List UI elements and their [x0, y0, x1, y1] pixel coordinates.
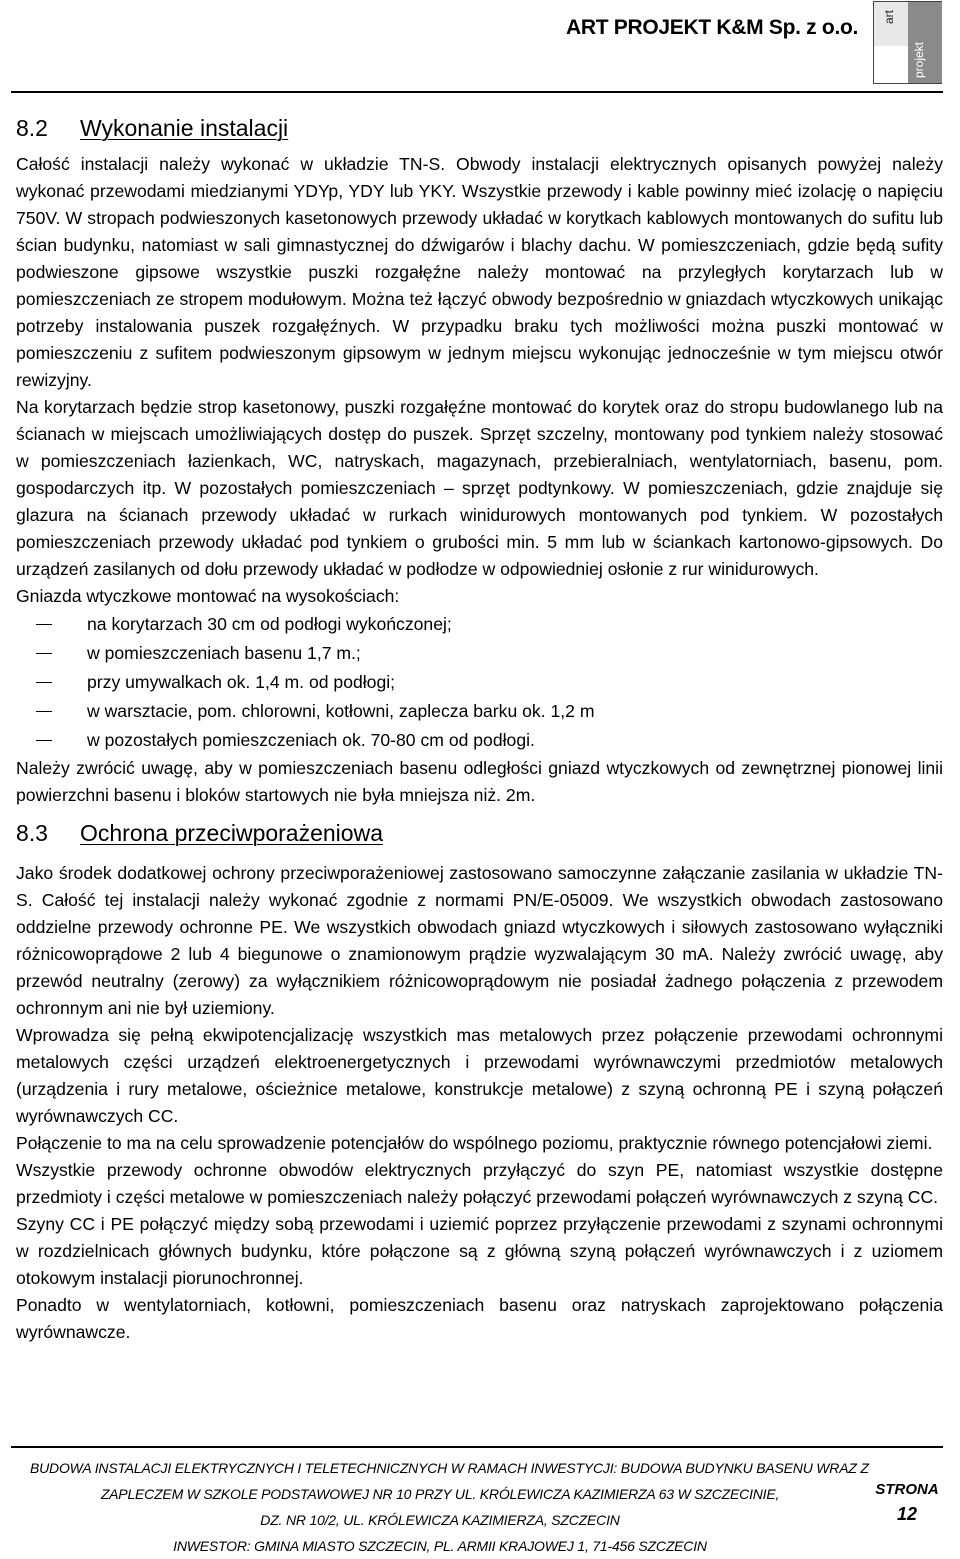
section-title: Wykonanie instalacji	[80, 115, 289, 141]
footer-project-info	[30, 1455, 869, 1559]
paragraph: Ponadto w wentylatorniach, kotłowni, pomieszczeniach basenu oraz natryskach zaprojektowano połączenia wyrównawcze.	[16, 1295, 943, 1342]
list-item: w pozostałych pomieszczeniach ok. 70-80 cm od podłogi.	[16, 726, 943, 755]
footer-line: BUDOWA INSTALACJI ELEKTRYCZNYCH I TELETECHNICZNYCH W RAMACH INWESTYCJI: BUDOWA BUDYNKU BASENU WRAZ Z	[30, 1460, 869, 1476]
paragraph: Szyny CC i PE połączyć między sobą przewodami i uziemić poprzez przyłączenie przewodami z szynami ochronnymi w rozdzielnicach głównych budynku, które połączone są z główną szyną połączeń wyrównawczych i z uziomem otokowym instalacji piorunochronnej.	[16, 1214, 943, 1288]
page-body	[16, 111, 943, 1346]
paragraph: Wszystkie przewody ochronne obwodów elektrycznych przyłączyć do szyn PE, natomiast wszystkie dostępne przedmioty i części metalowe w pomieszczeniach należy połączyć przewodami połączeń wyrównawczych z szyną CC.	[16, 1160, 943, 1207]
list-item: przy umywalkach ok. 1,4 m. od podłogi;	[16, 668, 943, 697]
socket-height-list	[16, 610, 943, 755]
paragraph: Całość instalacji należy wykonać w układzie TN-S. Obwody instalacji elektrycznych opisanych powyżej należy wykonać przewodami miedzianymi YDYp, YDY lub YKY. Wszystkie przewody i kable powinny mieć izolację o napięciu 750V. W stropach podwieszonych kasetonowych przewody układać w korytkach kablowych montowanych do sufitu lub ścian budynku, natomiast w sali gimnastycznej do dźwigarów i blachy dachu. W pomieszczeniach, gdzie będą sufity podwieszone gipsowe wszystkie puszki rozgałęźne należy montować na przyległych korytarzach lub w pomieszczeniach ze stropem modułowym. Można też łączyć obwody bezpośrednio w gniazdach wtyczkowych unikając potrzeby instalowania puszek rozgałęźnych. W przypadku braku tych możliwości można puszki montować w pomieszczeniu z sufitem podwieszonym gipsowym w jednym miejscu wykonując jednocześnie w tym miejscu otwór rewizyjny.	[16, 154, 943, 390]
paragraph: Jako środek dodatkowej ochrony przeciwporażeniowej zastosowano samoczynne załączanie zasilania w układzie TN-S. Całość tej instalacji należy wykonać zgodnie z normami PN/E-05009. We wszystkich obwodach zastosowano oddzielne przewody ochronne PE. We wszystkich obwodach gniazd wtyczkowych i siłowych zastosowano wyłączniki różnicowoprądowe 2 lub 4 biegunowe o znamionowym prądzie wyzwalającym 30 mA. Należy zwrócić uwagę, aby przewód neutralny (zerowy) za wyłącznikiem różnicowoprądowym nie posiadał żadnego połączenia z przewodem ochronnym ani nie był uziemiony.	[16, 863, 943, 1018]
paragraph: Na korytarzach będzie strop kasetonowy, puszki rozgałęźne montować do korytek oraz do stropu budowlanego lub na ścianach w miejscach umożliwiających dostęp do puszek. Sprzęt szczelny, montowany pod tynkiem należy stosować w pomieszczeniach łazienkach, WC, natryskach, magazynach, przebieralniach, wentylatorniach, basenu, pom. gospodarczych itp. W pozostałych pomieszczeniach – sprzęt podtynkowy. W pomieszczeniach, gdzie znajduje się glazura na ścianach przewody układać w rurkach winidurowych montowanych pod tynkiem. W pozostałych pomieszczeniach przewody układać pod tynkiem o grubości min. 5 mm lub w ściankach kartonowo-gipsowych. Do urządzeń zasilanych od dołu przewody układać w podłodze w odpowiedniej osłonie z rur winidurowych.	[16, 397, 943, 579]
section-number: 8.3	[16, 820, 48, 846]
section-title: Ochrona przeciwporażeniowa	[80, 820, 383, 846]
section-heading-8-3	[16, 816, 943, 850]
list-item: w pomieszczeniach basenu 1,7 m.;	[16, 639, 943, 668]
section-heading-8-2	[16, 111, 943, 145]
paragraph: Należy zwrócić uwagę, aby w pomieszczeniach basenu odległości gniazd wtyczkowych od zewnętrznej pionowej linii powierzchni basenu i bloków startowych nie była mniejsza niż. 2m.	[16, 758, 943, 805]
page-number: 12	[896, 1504, 918, 1524]
logo-text-art: art	[882, 9, 896, 24]
paragraph: Gniazda wtyczkowe montować na wysokościach:	[16, 586, 400, 606]
list-item: w warsztacie, pom. chlorowni, kotłowni, zaplecza barku ok. 1,2 m	[16, 697, 943, 726]
company-name: ART PROJEKT K&M Sp. z o.o.	[566, 16, 859, 39]
logo-text-projekt: projekt	[912, 41, 926, 78]
company-logo	[873, 1, 942, 84]
footer-line: ZAPLECZEM W SZKOLE PODSTAWOWEJ NR 10 PRZY UL. KRÓLEWICZA KAZIMIERZA 63 W SZCZECINIE,	[100, 1486, 780, 1502]
page-label: STRONA	[875, 1481, 939, 1498]
footer-divider	[11, 1446, 943, 1448]
header-divider	[11, 91, 943, 93]
footer-line: INWESTOR: GMINA MIASTO SZCZECIN, PL. ARMII KRAJOWEJ 1, 71-456 SZCZECIN	[173, 1538, 707, 1554]
page-number-box	[862, 1478, 952, 1526]
footer-line: DZ. NR 10/2, UL. KRÓLEWICZA KAZIMIERZA, SZCZECIN	[260, 1512, 620, 1528]
section-number: 8.2	[16, 115, 48, 141]
paragraph: Wprowadza się pełną ekwipotencjalizację wszystkich mas metalowych przez połączenie przewodami ochronnymi metalowych części urządzeń elektroenergetycznych i przewodami wyrównawczymi przedmiotów metalowych (urządzenia i rury metalowe, ościeżnice metalowe, konstrukcje metalowe) z szyną ochronną PE i szyną połączeń wyrównawczych CC.	[16, 1025, 943, 1126]
paragraph: Połączenie to ma na celu sprowadzenie potencjałów do wspólnego poziomu, praktycznie równego potencjałowi ziemi.	[16, 1133, 933, 1153]
list-item: na korytarzach 30 cm od podłogi wykończonej;	[16, 610, 943, 639]
